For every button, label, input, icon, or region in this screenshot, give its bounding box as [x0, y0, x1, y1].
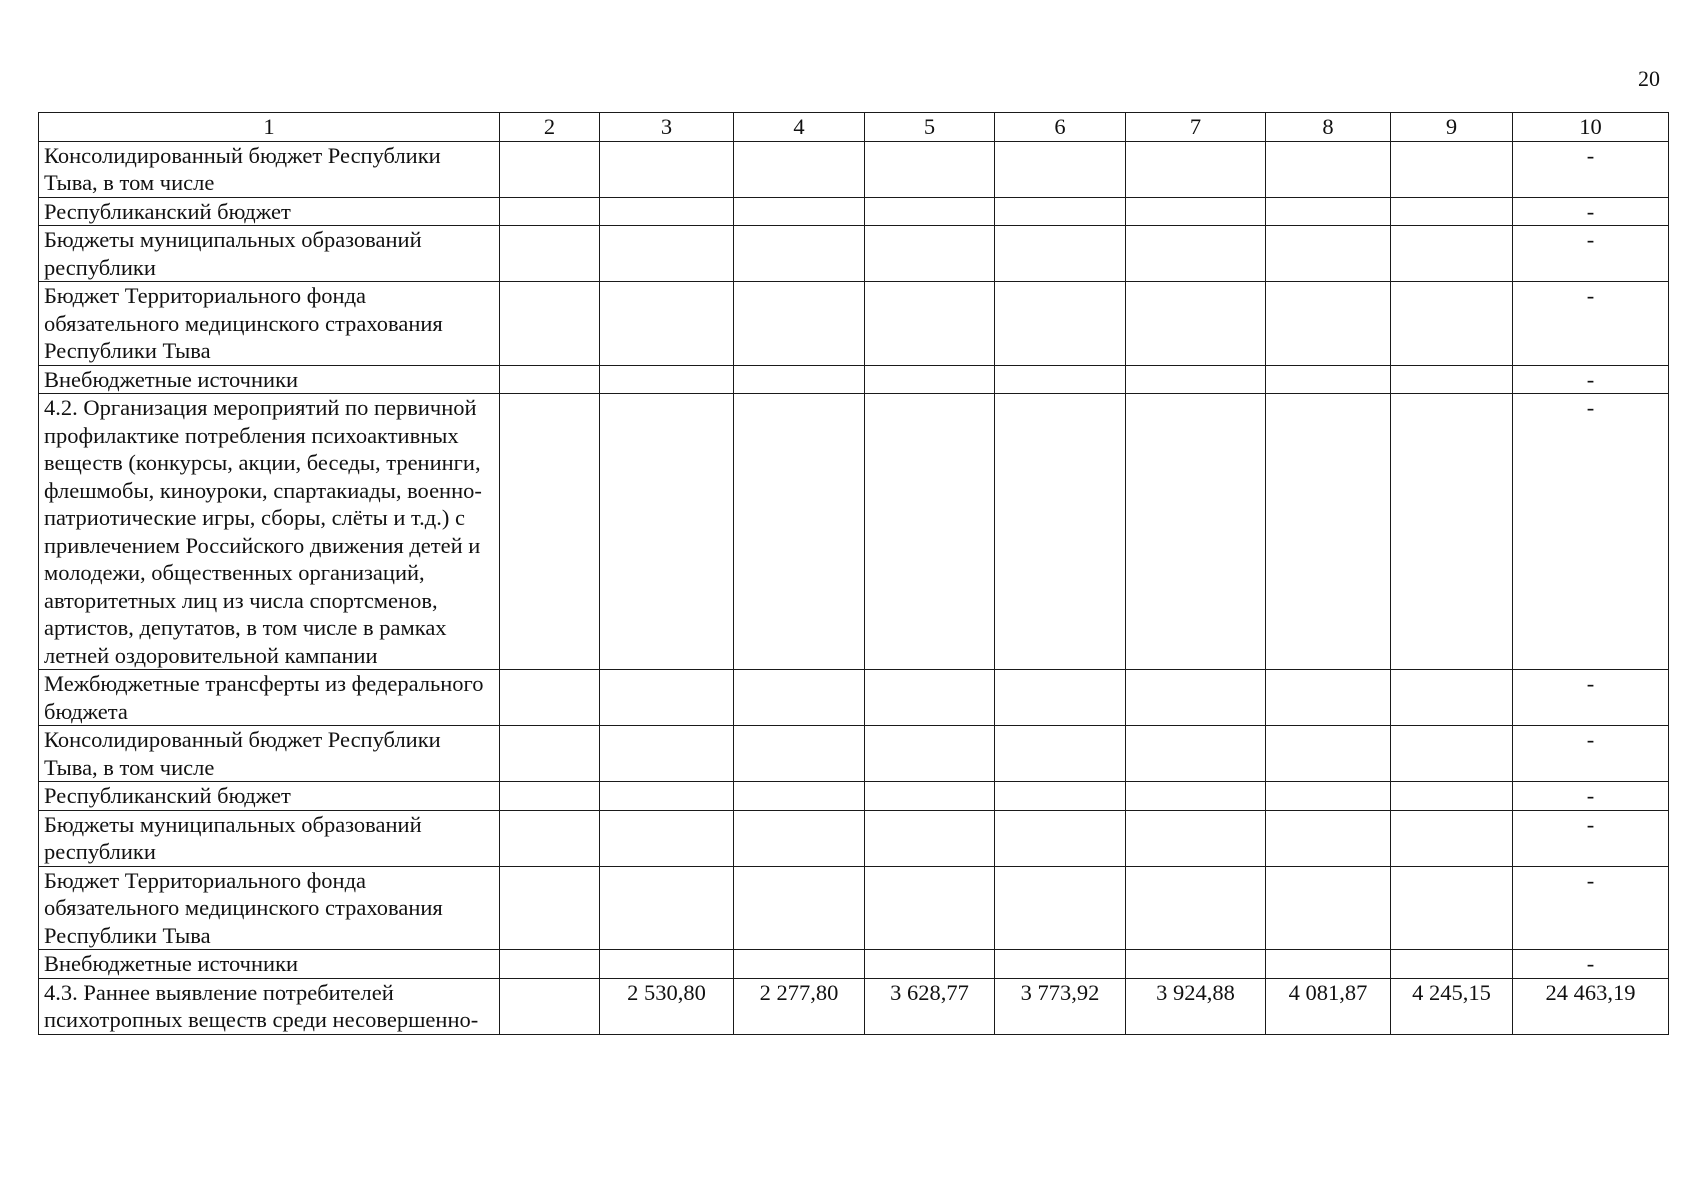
row-label: Консолидированный бюджет Республики Тыва, в том числе	[39, 726, 500, 782]
table-cell	[865, 726, 995, 782]
table-cell	[734, 197, 865, 226]
table-cell	[734, 810, 865, 866]
table-cell	[600, 226, 734, 282]
table-cell	[600, 866, 734, 950]
row-label: Бюджет Территориального фонда обязательного медицинского страхования Республики Тыва	[39, 866, 500, 950]
table-row	[39, 141, 1669, 197]
table-cell	[995, 141, 1126, 197]
table-cell	[734, 866, 865, 950]
column-header: 4	[734, 113, 865, 142]
table-cell: -	[1513, 866, 1669, 950]
column-header: 6	[995, 113, 1126, 142]
table-cell: 4 245,15	[1391, 978, 1513, 1034]
table-cell	[865, 282, 995, 366]
table-cell	[600, 810, 734, 866]
table-cell	[500, 950, 600, 979]
table-cell	[995, 866, 1126, 950]
table-cell	[500, 394, 600, 670]
table-cell: 4 081,87	[1266, 978, 1391, 1034]
table-cell: -	[1513, 197, 1669, 226]
table-cell	[995, 950, 1126, 979]
table-cell	[600, 197, 734, 226]
table-row	[39, 197, 1669, 226]
table-cell	[995, 226, 1126, 282]
table-cell	[1391, 670, 1513, 726]
table-cell	[1391, 365, 1513, 394]
table-cell	[500, 197, 600, 226]
column-header: 5	[865, 113, 995, 142]
table-cell	[734, 950, 865, 979]
row-label: Бюджеты муниципальных образований республики	[39, 810, 500, 866]
table-cell	[500, 670, 600, 726]
table-cell	[1126, 141, 1266, 197]
table-cell	[865, 365, 995, 394]
table-cell	[1266, 670, 1391, 726]
column-header: 10	[1513, 113, 1669, 142]
table-cell: -	[1513, 394, 1669, 670]
table-cell	[1126, 394, 1266, 670]
column-header: 2	[500, 113, 600, 142]
table-cell	[1266, 197, 1391, 226]
row-label: 4.2. Организация мероприятий по первичной профилактике потребления психоактивных веществ (конкурсы, акции, беседы, тренинги, флешмобы, киноуроки, спартакиады, военно-патриотические игры, сборы, слёты и т.д.) с привлечением Российского движения детей и молодежи, общественных организаций, авторитетных лиц из числа спортсменов, артистов, депутатов, в том числе в рамках летней оздоровительной кампании	[39, 394, 500, 670]
table-body	[39, 141, 1669, 1034]
row-label: Бюджеты муниципальных образований республики	[39, 226, 500, 282]
table-cell	[734, 670, 865, 726]
table-cell	[734, 226, 865, 282]
table-row	[39, 670, 1669, 726]
table-cell: -	[1513, 950, 1669, 979]
table-cell	[600, 394, 734, 670]
table-cell	[600, 365, 734, 394]
table-cell	[995, 197, 1126, 226]
table-cell	[734, 726, 865, 782]
row-label: Республиканский бюджет	[39, 197, 500, 226]
table-cell	[995, 726, 1126, 782]
table-cell	[500, 978, 600, 1034]
table-cell	[1126, 726, 1266, 782]
table-row	[39, 365, 1669, 394]
table-row	[39, 866, 1669, 950]
table-cell	[1391, 810, 1513, 866]
column-header: 8	[1266, 113, 1391, 142]
table-cell	[865, 394, 995, 670]
table-cell: 3 628,77	[865, 978, 995, 1034]
table-cell: -	[1513, 282, 1669, 366]
table-cell	[734, 141, 865, 197]
table-cell	[1266, 141, 1391, 197]
table-cell: 3 773,92	[995, 978, 1126, 1034]
table-cell	[865, 141, 995, 197]
row-label: Бюджет Территориального фонда обязательного медицинского страхования Республики Тыва	[39, 282, 500, 366]
table-cell	[995, 394, 1126, 670]
table-cell	[995, 365, 1126, 394]
row-label: Межбюджетные трансферты из федерального бюджета	[39, 670, 500, 726]
table-cell	[500, 226, 600, 282]
table-cell	[865, 950, 995, 979]
table-cell	[865, 866, 995, 950]
table-row	[39, 726, 1669, 782]
table-row	[39, 782, 1669, 811]
table-cell	[1266, 810, 1391, 866]
table-cell: -	[1513, 810, 1669, 866]
table-cell	[1266, 782, 1391, 811]
table-cell	[1266, 282, 1391, 366]
table-cell	[995, 782, 1126, 811]
table-cell	[600, 282, 734, 366]
column-header: 1	[39, 113, 500, 142]
table-cell	[600, 782, 734, 811]
table-cell	[1391, 282, 1513, 366]
table-cell	[1126, 950, 1266, 979]
table-cell	[1391, 197, 1513, 226]
table-cell	[1391, 726, 1513, 782]
table-cell	[1391, 950, 1513, 979]
table-cell	[995, 282, 1126, 366]
table-cell	[500, 365, 600, 394]
table-cell	[500, 726, 600, 782]
table-cell	[865, 197, 995, 226]
table-cell	[1391, 394, 1513, 670]
table-cell	[1126, 282, 1266, 366]
table-cell	[995, 810, 1126, 866]
table-cell	[500, 141, 600, 197]
page-number: 20	[1638, 66, 1660, 91]
table-cell: 2 277,80	[734, 978, 865, 1034]
table-cell	[1126, 197, 1266, 226]
table-cell	[734, 782, 865, 811]
table-cell	[1126, 810, 1266, 866]
table-cell	[1391, 866, 1513, 950]
table-cell	[865, 670, 995, 726]
table-cell	[865, 782, 995, 811]
table-row	[39, 226, 1669, 282]
table-cell	[1266, 726, 1391, 782]
table-cell	[995, 670, 1126, 726]
table-cell	[1126, 670, 1266, 726]
table-cell	[1126, 866, 1266, 950]
table-cell	[1391, 782, 1513, 811]
table-row	[39, 394, 1669, 670]
table-cell	[500, 282, 600, 366]
table-cell	[734, 365, 865, 394]
table-row	[39, 810, 1669, 866]
table-row	[39, 978, 1669, 1034]
table-cell	[600, 950, 734, 979]
table-cell	[1126, 365, 1266, 394]
table-cell: -	[1513, 226, 1669, 282]
table-cell	[1266, 226, 1391, 282]
column-header: 7	[1126, 113, 1266, 142]
column-header: 9	[1391, 113, 1513, 142]
budget-table	[38, 112, 1669, 1035]
table-cell: -	[1513, 726, 1669, 782]
table-cell	[600, 670, 734, 726]
table-cell	[1126, 782, 1266, 811]
table-cell	[1266, 394, 1391, 670]
row-label: Республиканский бюджет	[39, 782, 500, 811]
table-cell: -	[1513, 365, 1669, 394]
row-label: Внебюджетные источники	[39, 950, 500, 979]
table-cell	[600, 726, 734, 782]
table-cell: 2 530,80	[600, 978, 734, 1034]
row-label: 4.3. Раннее выявление потребителей психотропных веществ среди несовершенно-	[39, 978, 500, 1034]
table-cell	[1126, 226, 1266, 282]
table-cell	[865, 810, 995, 866]
header-row	[39, 113, 1669, 142]
table-cell: 3 924,88	[1126, 978, 1266, 1034]
row-label: Консолидированный бюджет Республики Тыва, в том числе	[39, 141, 500, 197]
table-row	[39, 282, 1669, 366]
table-cell	[500, 782, 600, 811]
table-cell	[1266, 866, 1391, 950]
table-cell	[500, 866, 600, 950]
table-cell	[865, 226, 995, 282]
table-cell	[500, 810, 600, 866]
table-cell	[734, 282, 865, 366]
column-header: 3	[600, 113, 734, 142]
table-cell	[1266, 365, 1391, 394]
table-cell	[1391, 141, 1513, 197]
table-cell	[1391, 226, 1513, 282]
table-cell: -	[1513, 782, 1669, 811]
table-cell: -	[1513, 141, 1669, 197]
table-row	[39, 950, 1669, 979]
table-cell: 24 463,19	[1513, 978, 1669, 1034]
table-cell	[734, 394, 865, 670]
table-cell	[600, 141, 734, 197]
table-cell	[1266, 950, 1391, 979]
table-cell: -	[1513, 670, 1669, 726]
row-label: Внебюджетные источники	[39, 365, 500, 394]
